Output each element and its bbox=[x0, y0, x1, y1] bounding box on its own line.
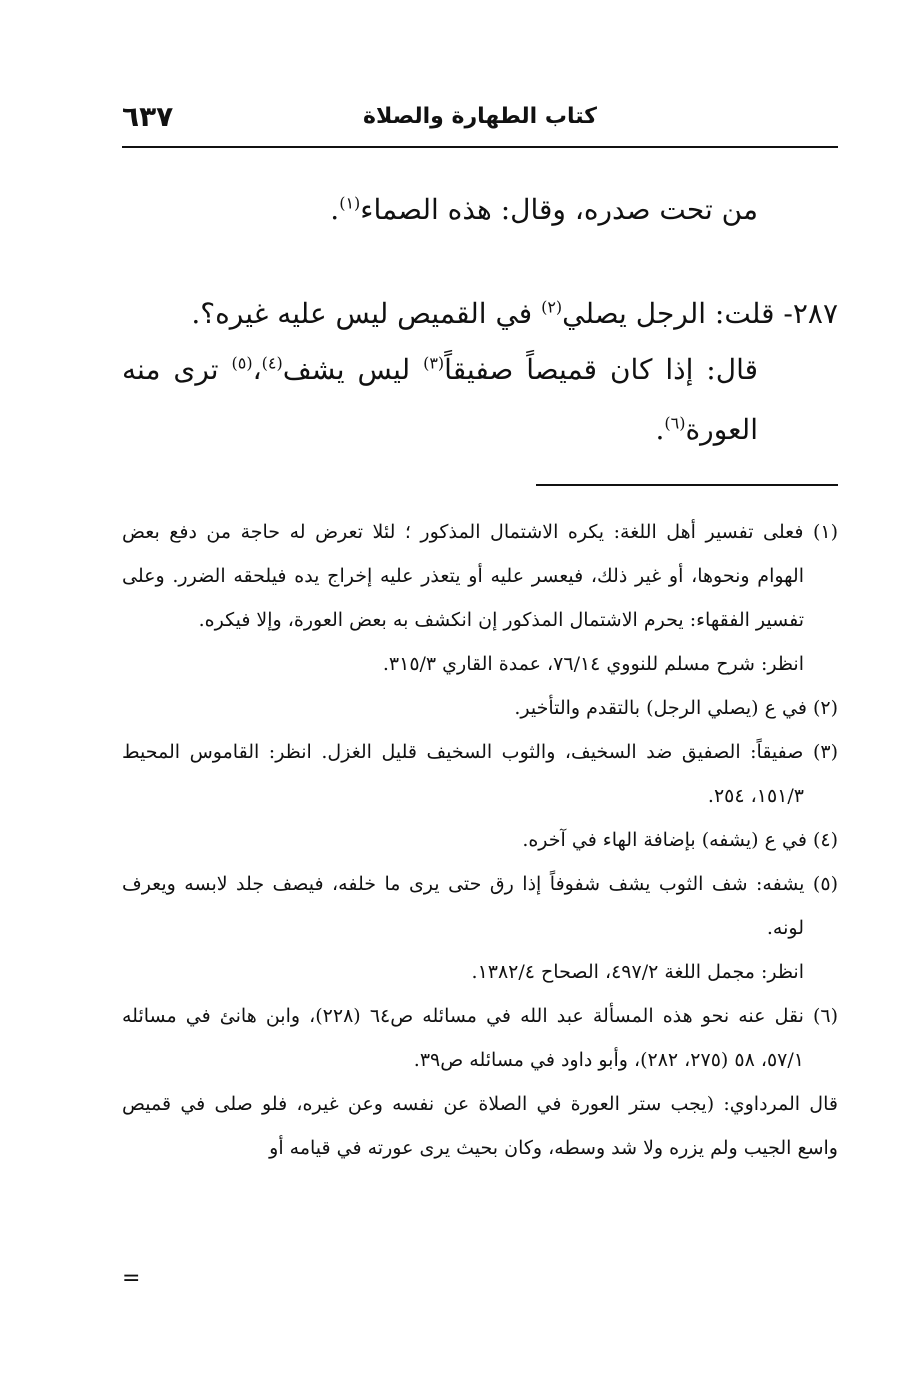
footnote-2: (٢) في ع (يصلي الرجل) بالتقدم والتأخير. bbox=[514, 697, 838, 719]
footnote-ref-6: (٦) bbox=[664, 413, 686, 433]
footnote-ref-5: (٥) bbox=[231, 353, 253, 373]
page-number: ٦٣٧ bbox=[122, 100, 174, 133]
footnote-3: (٣) صفيقاً: الصفيق ضد السخيف، والثوب السخيف قليل الغزل. انظر: القاموس المحيط ١٥١/٣، ٢٥٤. bbox=[122, 741, 838, 807]
question-rest: في القميص ليس عليه غيره؟. bbox=[191, 297, 533, 330]
footnote-1: (١) فعلى تفسير أهل اللغة: يكره الاشتمال المذكور ؛ لئلا تعرض له حاجة من دفع بعض الهوام ونحوها، أو غير ذلك، فيعسر عليه أو يتعذر عليه إخراج يده فيلحقه الضرر. وعلى تفسير الفقهاء: يحرم الاشتمال المذكور إن انكشف به بعض العورة، وإلا فيكره. bbox=[122, 521, 838, 631]
footnote-ref-4: (٤) bbox=[261, 353, 283, 373]
footnote-1-source: انظر: شرح مسلم للنووي ٧٦/١٤، عمدة القاري ٣١٥/٣. bbox=[382, 653, 804, 675]
footnote-ref-3: (٣) bbox=[423, 353, 445, 373]
footnotes bbox=[122, 510, 838, 1170]
footnote-ref-2: (٢) bbox=[541, 297, 563, 317]
footnote-ref-1: (١) bbox=[339, 193, 361, 213]
page-header bbox=[122, 100, 838, 140]
continuation-mark: = bbox=[122, 1266, 141, 1291]
footnote-6-continuation: قال المرداوي: (يجب ستر العورة في الصلاة عن نفسه وعن غيره، فلو صلى في قميص واسع الجيب ولم يزره ولا شد وسطه، وكان بحيث يرى عورته في قيامه أو bbox=[122, 1093, 838, 1159]
answer-287: قال: إذا كان قميصاً صفيقاً$^{(٣)}$ ليس يشف$^{(٤)}$،$^{(٥)}$ ترى منه العورة$^{(٦)}$. bbox=[122, 353, 758, 446]
footnote-6: (٦) نقل عنه نحو هذه المسألة عبد الله في مسائله ص٦٤ (٢٢٨)، وابن هانئ في مسائله ٥٧/١، ٥٨ (٢٧٥، ٢٨٢)، وأبو داود في مسائله ص٣٩. bbox=[122, 1005, 839, 1071]
header-rule bbox=[122, 146, 838, 148]
question-lead: ٢٨٧- قلت: الرجل يصلي bbox=[562, 297, 838, 330]
question-287 bbox=[122, 284, 838, 344]
footnote-4: (٤) في ع (يشفه) بإضافة الهاء في آخره. bbox=[522, 829, 838, 851]
footnote-rule bbox=[536, 484, 838, 486]
answer-part-a: قال: إذا كان قميصاً صفيقاً bbox=[444, 353, 758, 386]
answer-part-c: ترى منه العورة bbox=[122, 353, 758, 446]
answer-part-b: ليس يشف bbox=[282, 353, 411, 386]
footnote-5-source: انظر: مجمل اللغة ٤٩٧/٢، الصحاح ١٣٨٢/٤. bbox=[471, 961, 804, 983]
running-title: كتاب الطهارة والصلاة bbox=[363, 104, 597, 129]
main-line-1: من تحت صدره، وقال: هذه الصماء$^{(١)}$. bbox=[330, 193, 758, 226]
main-line-1-text: من تحت صدره، وقال: هذه الصماء bbox=[360, 193, 758, 226]
footnote-5: (٥) يشفه: شف الثوب يشف شفوفاً إذا رق حتى يرى ما خلفه، فيصف جلد لابسه ويعرف لونه. bbox=[122, 873, 838, 939]
